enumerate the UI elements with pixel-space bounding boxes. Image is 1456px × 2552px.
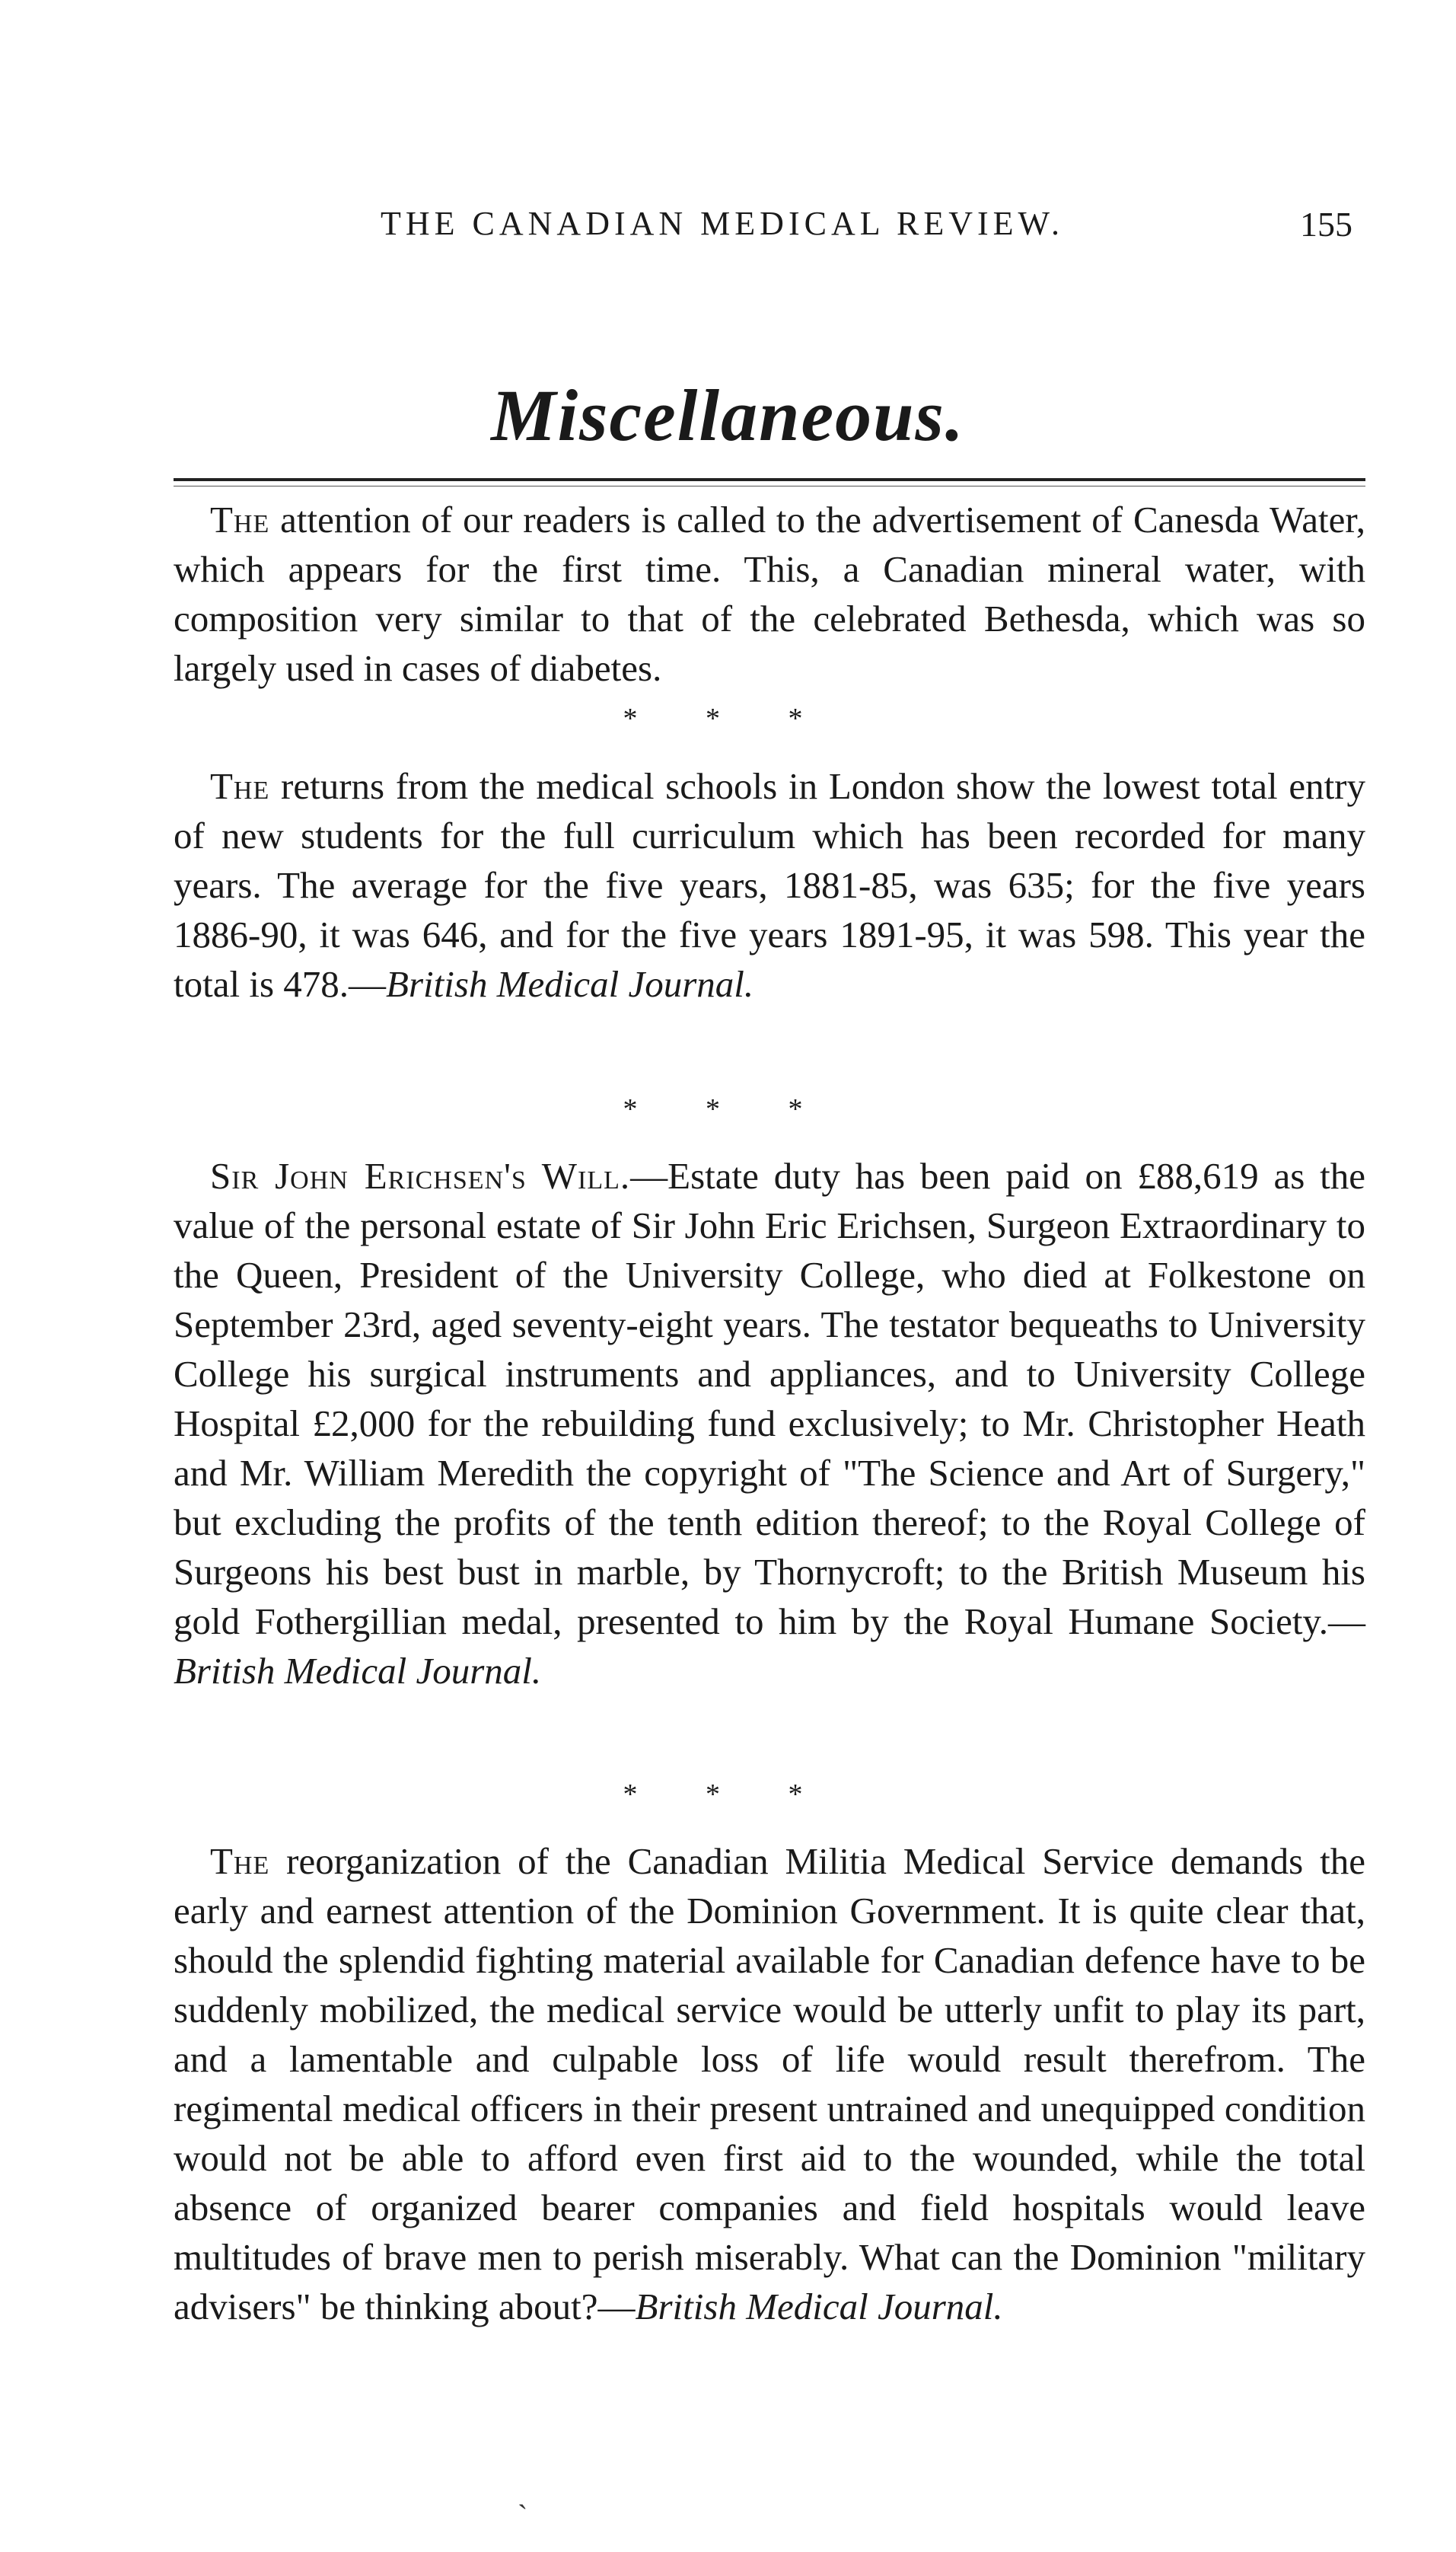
article-paragraph xyxy=(174,1151,1365,1695)
article-lead: The xyxy=(210,499,270,541)
section-title: Miscellaneous. xyxy=(491,375,965,456)
running-head: THE CANADIAN MEDICAL REVIEW. xyxy=(381,205,1064,242)
section-separator: * * * xyxy=(623,1778,833,1810)
article-citation: British Medical Journal. xyxy=(635,2286,1003,2327)
article-erichsen-will xyxy=(174,1151,1365,1695)
article-medical-schools xyxy=(174,761,1365,1009)
article-lead: The xyxy=(210,1840,270,1882)
article-lead: Sir John Erichsen's Will. xyxy=(210,1155,631,1197)
section-separator: * * * xyxy=(623,1093,833,1125)
article-text: attention of our readers is called to the advertisement of Canesda Water, which appears for the first time. This, a Canadian mineral water, with composition very similar to that of the celebrated Bethesda, which was so largely used in cases of diabetes. xyxy=(174,499,1365,689)
print-speck: ˏ xyxy=(518,2475,528,2509)
article-lead: The xyxy=(210,765,270,807)
article-text: reorganization of the Canadian Militia Medical Service demands the early and earnest attention of the Dominion Government. It is quite clear that, should the splendid fighting material available for Canadian defence have to be suddenly mobilized, the medical service would be utterly unfit to play its part, and a lamentable and culpable loss of life would result therefrom. The regimental medical officers in their present untrained and unequipped condition would not be able to afford even first aid to the wounded, while the total absence of organized bearer companies and field hospitals would leave multitudes of brave men to perish miserably. What can the Dominion "military advisers" be thinking about?— xyxy=(174,1840,1365,2327)
article-paragraph xyxy=(174,495,1365,693)
article-text: —Estate duty has been paid on £88,619 as the value of the personal estate of Sir John Eric Erichsen, Surgeon Extraordinary to the Queen, President of the University College, who died at Folkestone on September 23rd, aged seventy-eight years. The testator bequeaths to University College his surgical instruments and appliances, and to University College Hospital £2,000 for the rebuilding fund exclusively; to Mr. Christopher Heath and Mr. William Meredith the copyright of "The Science and Art of Surgery," but excluding the profits of the tenth edition thereof; to the Royal College of Surgeons his best bust in marble, by Thornycroft; to the British Museum his gold Fothergillian medal, presented to him by the Royal Humane Society.— xyxy=(174,1155,1365,1642)
article-militia-medical-service xyxy=(174,1836,1365,2331)
title-rule xyxy=(174,478,1365,481)
section-separator: * * * xyxy=(623,703,833,735)
article-text: returns from the medical schools in London show the lowest total entry of new students for the full curriculum which has been recorded for many years. The average for the five years, 1881-85, was 635; for the five years 1886-90, it was 646, and for the five years 1891-95, it was 598. This year the total is 478.— xyxy=(174,765,1365,1005)
article-citation: British Medical Journal. xyxy=(174,1650,542,1692)
article-paragraph xyxy=(174,761,1365,1009)
article-citation: British Medical Journal. xyxy=(386,963,754,1005)
page-number: 155 xyxy=(1300,205,1352,244)
article-paragraph xyxy=(174,1836,1365,2331)
article-canesda-water xyxy=(174,495,1365,693)
